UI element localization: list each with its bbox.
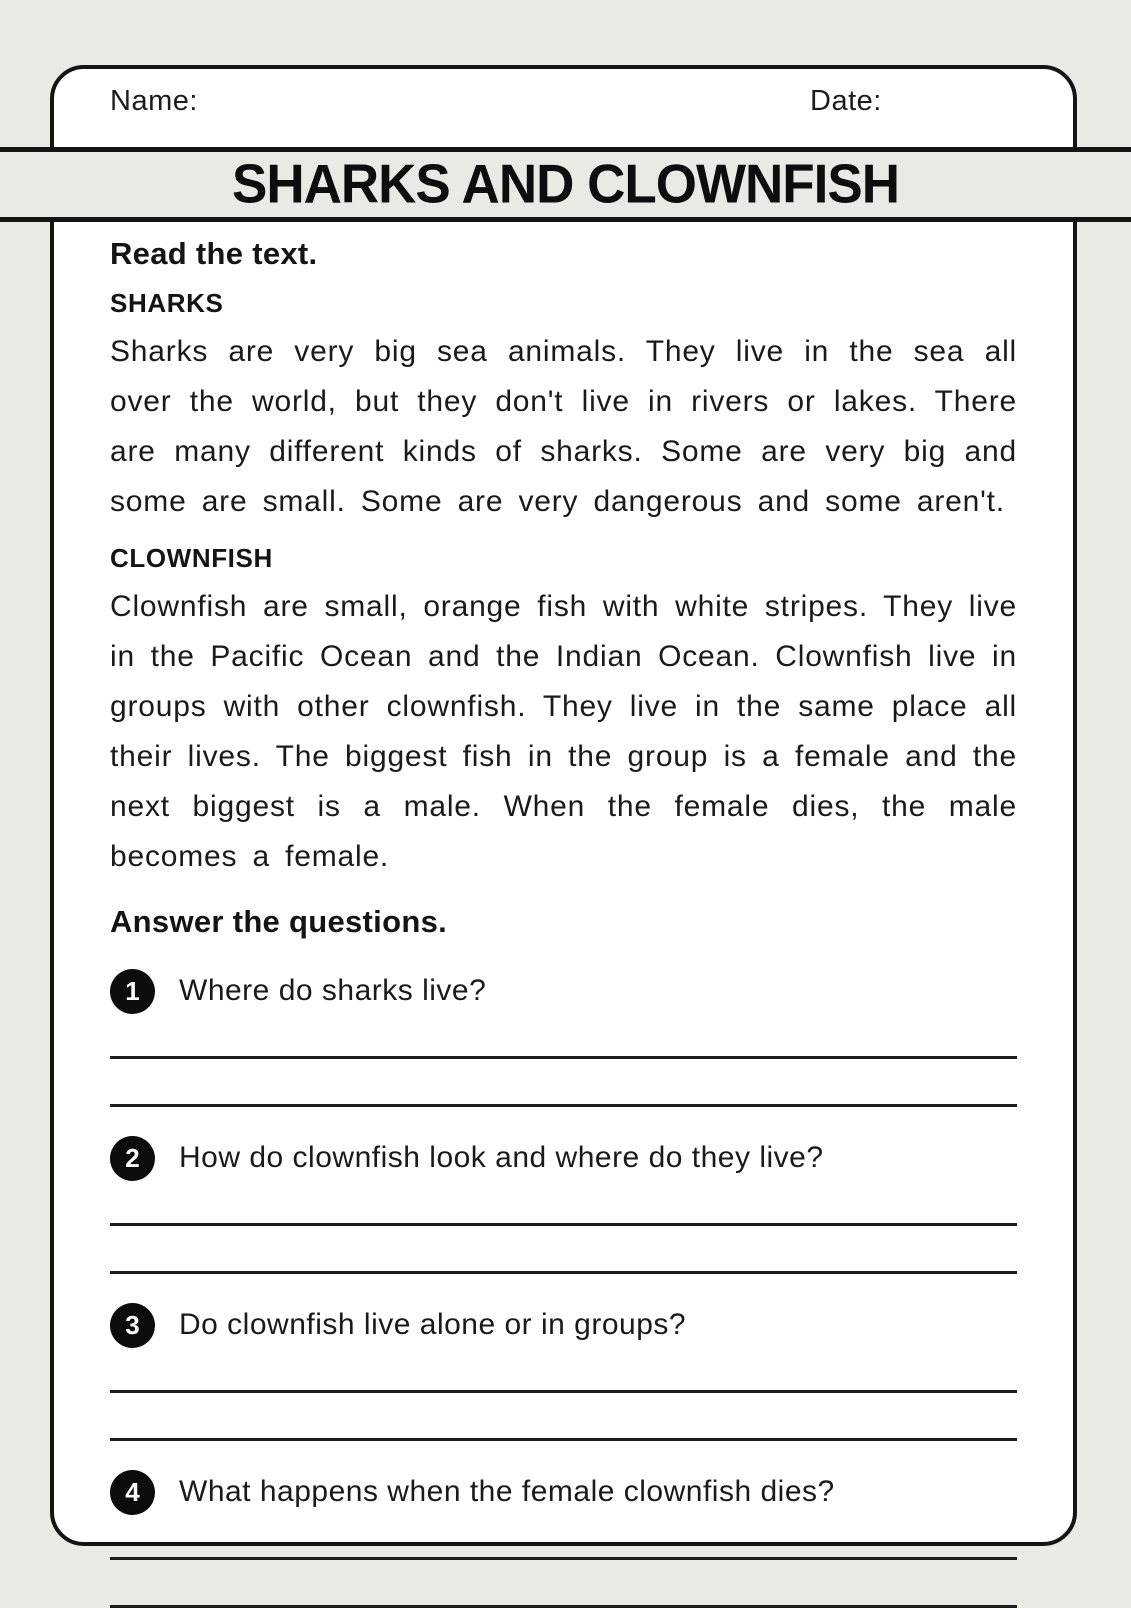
- read-instruction: Read the text.: [110, 236, 318, 271]
- worksheet-title: SHARKS AND CLOWNFISH: [231, 153, 899, 216]
- answer-instruction: Answer the questions.: [110, 904, 448, 939]
- question-row-1: [110, 968, 1017, 1014]
- answer-line[interactable]: [110, 1390, 1017, 1393]
- question-text: What happens when the female clownfish dies?: [179, 1475, 835, 1508]
- meta-row: [110, 85, 1017, 125]
- sharks-heading: SHARKS: [110, 288, 224, 318]
- question-number-badge: 2: [110, 1136, 155, 1181]
- sharks-passage: Sharks are very big sea animals. They live in the sea all over the world, but they don't live in rivers or lakes. There are many different kinds of sharks. Some are very big and some are small. Some are very dangerous and some aren't.: [110, 335, 1017, 518]
- question-text: Do clownfish live alone or in groups?: [179, 1308, 687, 1341]
- question-number-badge: 3: [110, 1303, 155, 1348]
- question-row-3: [110, 1302, 1017, 1348]
- worksheet-card: [50, 65, 1077, 1546]
- answer-line[interactable]: [110, 1271, 1017, 1274]
- clownfish-passage: Clownfish are small, orange fish with white stripes. They live in the Pacific Ocean and the Indian Ocean. Clownfish live in groups with other clownfish. They live in the same place all their lives. The biggest fish in the group is a female and the next biggest is a male. When the female dies, the male becomes a female.: [110, 590, 1017, 873]
- question-number-badge: 4: [110, 1470, 155, 1515]
- answer-line[interactable]: [110, 1056, 1017, 1059]
- question-text: Where do sharks live?: [179, 974, 487, 1007]
- answer-line[interactable]: [110, 1223, 1017, 1226]
- answer-line[interactable]: [110, 1557, 1017, 1560]
- answer-line[interactable]: [110, 1104, 1017, 1107]
- date-label: Date:: [810, 85, 882, 117]
- question-row-2: [110, 1135, 1017, 1181]
- title-band: [0, 147, 1131, 222]
- question-text: How do clownfish look and where do they live?: [179, 1141, 824, 1174]
- question-number-badge: 1: [110, 969, 155, 1014]
- name-label: Name:: [110, 85, 198, 117]
- question-row-4: [110, 1469, 1017, 1515]
- clownfish-heading: CLOWNFISH: [110, 543, 273, 573]
- answer-line[interactable]: [110, 1438, 1017, 1441]
- worksheet-content: [110, 222, 1017, 1608]
